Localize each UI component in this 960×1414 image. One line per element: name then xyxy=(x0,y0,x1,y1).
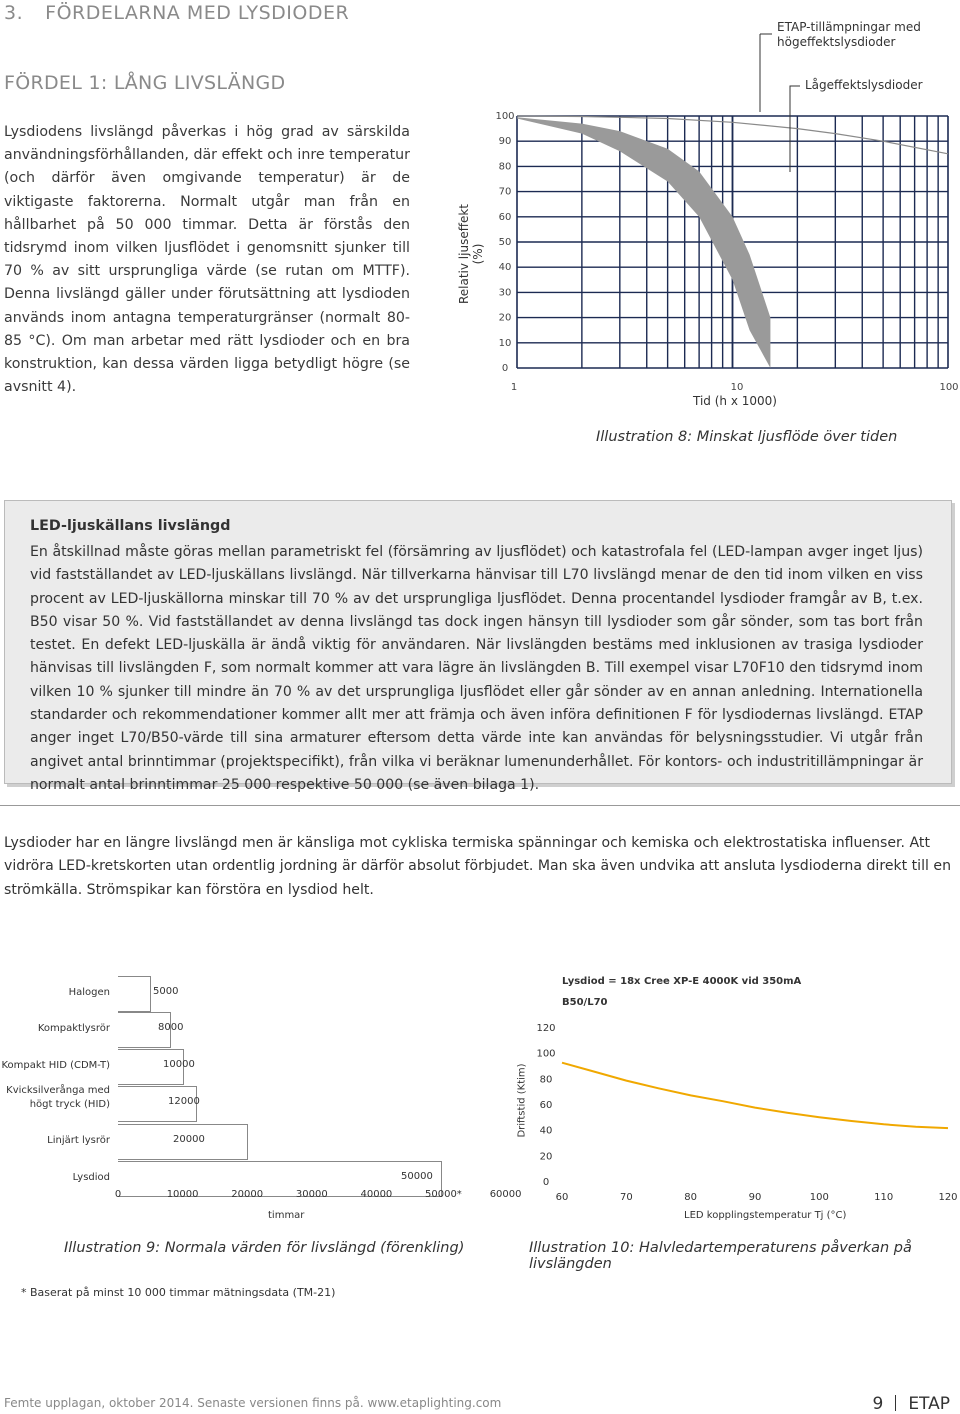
bar-value-label: 5000 xyxy=(153,986,179,997)
temp-y-tick: 0 xyxy=(542,1177,550,1188)
bar-x-tick: 60000 xyxy=(489,1189,522,1200)
illustration-8-caption: Illustration 8: Minskat ljusflöde över tiden xyxy=(596,429,898,445)
bar-category-label: Kompakt HID (CDM-T) xyxy=(1,1060,110,1071)
y-tick-label: 40 xyxy=(498,262,512,274)
temp-y-axis-label: Driftstid (Ktim) xyxy=(516,1063,528,1138)
bar-category-label: Kvicksilverånga med högt tryck (HID) xyxy=(6,1085,110,1110)
x-tick-label: 1 xyxy=(510,382,518,393)
divider xyxy=(0,805,960,806)
y-tick-label: 80 xyxy=(498,161,512,173)
bar-value-label: 10000 xyxy=(163,1059,195,1070)
intro-paragraph: Lysdiodens livslängd påverkas i hög grad av särskilda användningsförhållanden, där effekt och inre temperatur (och därför även omgivande temperatur) är de viktigaste faktorerna. Normalt utgår man från en hållbarhet på 50 000 timmar. Detta är förstås den tidsrymd inom vilken ljusflödet i genomsnitt sjunker till 70 % av sitt ursprungliga värde (se rutan om MTTF). Denna livslängd gäller under förutsättning att lysdioden används inom antagna temperaturgränser (normalt 80-85 °C). Om man arbetar med rätt lysdioder och en bra konstruktion, kan dessa värden ligga betydligt högre (se avsnitt 4). xyxy=(4,124,410,396)
section-heading: 3. FÖRDELARNA MED LYSDIODER xyxy=(4,2,350,24)
bar-category-label: Lysdiod xyxy=(72,1172,110,1183)
bar xyxy=(118,976,151,1012)
bar-category-label: Halogen xyxy=(68,987,110,998)
esd-paragraph: Lysdioder har en längre livslängd men är känsliga mot cykliska termiska spänningar och kemiska och elektrostatiska influenser. Att vidröra LED-kretskorten utan ordentlig jordning är därför absolut förbjudet. Man ska även undvika att ansluta lysdioderna direkt till en strömkälla. Strömspikar kan förstöra en lysdiod helt. xyxy=(4,835,952,898)
y-tick-label: 70 xyxy=(498,186,512,198)
temp-x-axis-label: LED kopplingstemperatur Tj (°C) xyxy=(684,1210,847,1221)
legend-low-power: Lågeffektslysdioder xyxy=(805,78,923,92)
bar-value-label: 12000 xyxy=(168,1096,200,1107)
temp-x-tick: 70 xyxy=(619,1192,633,1203)
x-tick-label: 10 xyxy=(730,382,744,393)
bar-category-label: Linjärt lysrör xyxy=(47,1135,110,1146)
footer-text: Femte upplagan, oktober 2014. Senaste versionen finns på. www.etaplighting.com xyxy=(4,1396,502,1410)
y-tick-label: 10 xyxy=(498,337,512,349)
bar-value-label: 50000 xyxy=(401,1171,433,1182)
y-tick-label: 60 xyxy=(498,211,512,223)
operating-time-curve xyxy=(562,1063,948,1128)
bar-value-label: 20000 xyxy=(173,1134,205,1145)
y-tick-label: 90 xyxy=(498,136,512,148)
temp-y-tick: 60 xyxy=(539,1100,553,1111)
bar-x-tick: 30000 xyxy=(295,1189,328,1200)
y-axis-label: Relativ ljuseffekt (%) xyxy=(457,203,485,305)
bar-x-tick: 50000* xyxy=(425,1189,462,1200)
temp-chart-title: Lysdiod = 18x Cree XP-E 4000K vid 350mA xyxy=(562,976,802,987)
temp-x-tick: 90 xyxy=(748,1192,762,1203)
y-tick-label: 100 xyxy=(495,111,515,122)
box-text: En åtskillnad måste göras mellan parametriskt fel (försämring av ljusflödet) och katastrofala fel (LED-lampan avger inget ljus) vid fastställandet av LED-ljuskällans livslängd. När tillverkarna hänvisar till L70 livslängd menar de den tid inom vilken en viss procent av LED-ljuskällorna minskar till 70 % av det ursprungliga ljusflödet. Denna procentandel lysdioder framgår av B, t.ex. B50 visar 50 %. Vid fastställandet av denna livslängd tas dock ingen hänsyn till lysdioder som går sönder, som tas bort från testet. En defekt LED-ljuskälla är ändå viktig för användaren. När livslängden bestäms med inklusionen av trasiga lysdioder hänvisas till livslängden F, som normalt kommer att vara lägre än livslängden B. Till exempel visar L70F10 den tidsrymd inom vilken 10 % sjunker till mindre än 70 % av det ursprungliga ljusflödet eller går sönder av en annan anledning. Internationella standarder och rekommendationer kommer allt mer att främja och även införa definitionen F för lysdiodernas livslängd. ETAP anger inget L70/B50-värde till sina armaturer eftersom detta värde inte kan användas för belysningsstudier. Vi utgår från angivet antal brinntimmar (projektspecifikt), från vilka vi beräknar lumenunderhållet. För kontors- och industritillämpningar är normalt antal brinntimmar 25 000 respektive 50 000 (se även bilaga 1). xyxy=(30,544,923,793)
temp-y-tick: 80 xyxy=(539,1074,553,1086)
bar-x-tick: 40000 xyxy=(360,1189,393,1200)
temperature-line-chart xyxy=(490,960,960,1230)
illustration-10-caption: Illustration 10: Halvledartemperaturens påverkan på livslängden xyxy=(529,1240,912,1272)
bar-value-label: 8000 xyxy=(158,1022,184,1033)
y-tick-label: 50 xyxy=(498,237,512,248)
temp-x-tick: 100 xyxy=(809,1192,829,1203)
chart-callouts xyxy=(760,34,800,172)
box-title: LED-ljuskällans livslängd xyxy=(30,518,231,534)
temp-chart-subtitle: B50/L70 xyxy=(562,997,608,1008)
temp-y-tick: 40 xyxy=(539,1125,553,1137)
y-tick-label: 0 xyxy=(501,363,509,374)
bar-x-tick: 0 xyxy=(114,1189,122,1200)
legend-high-power: ETAP-tillämpningar med högeffektslysdioder xyxy=(777,20,921,49)
temp-x-tick: 60 xyxy=(555,1192,569,1203)
x-tick-label: 100 xyxy=(939,382,959,393)
temp-y-tick: 100 xyxy=(536,1048,556,1060)
temp-y-tick: 20 xyxy=(539,1151,553,1163)
bar-x-tick: 20000 xyxy=(231,1189,264,1200)
y-tick-label: 20 xyxy=(498,312,512,324)
bar-category-label: Kompaktlysrör xyxy=(37,1023,110,1034)
bar-x-tick: 10000 xyxy=(166,1189,199,1200)
bar-x-axis-label: timmar xyxy=(268,1210,305,1221)
temp-y-tick: 120 xyxy=(536,1023,556,1034)
page-number: 9 ETAP xyxy=(872,1394,950,1414)
temp-x-tick: 120 xyxy=(938,1192,958,1203)
temp-x-tick: 110 xyxy=(874,1192,894,1203)
light-output-chart xyxy=(440,14,960,414)
x-axis-label: Tid (h x 1000) xyxy=(693,394,777,408)
temp-x-tick: 80 xyxy=(684,1192,698,1203)
temperature-chart-ticks xyxy=(536,1023,957,1203)
y-tick-label: 30 xyxy=(498,287,512,299)
illustration-9-caption: Illustration 9: Normala värden för livslängd (förenkling) xyxy=(64,1240,465,1256)
subsection-heading: FÖRDEL 1: LÅNG LIVSLÄNGD xyxy=(4,72,286,94)
footnote: * Baserat på minst 10 000 timmar mätningsdata (TM-21) xyxy=(21,1286,336,1299)
